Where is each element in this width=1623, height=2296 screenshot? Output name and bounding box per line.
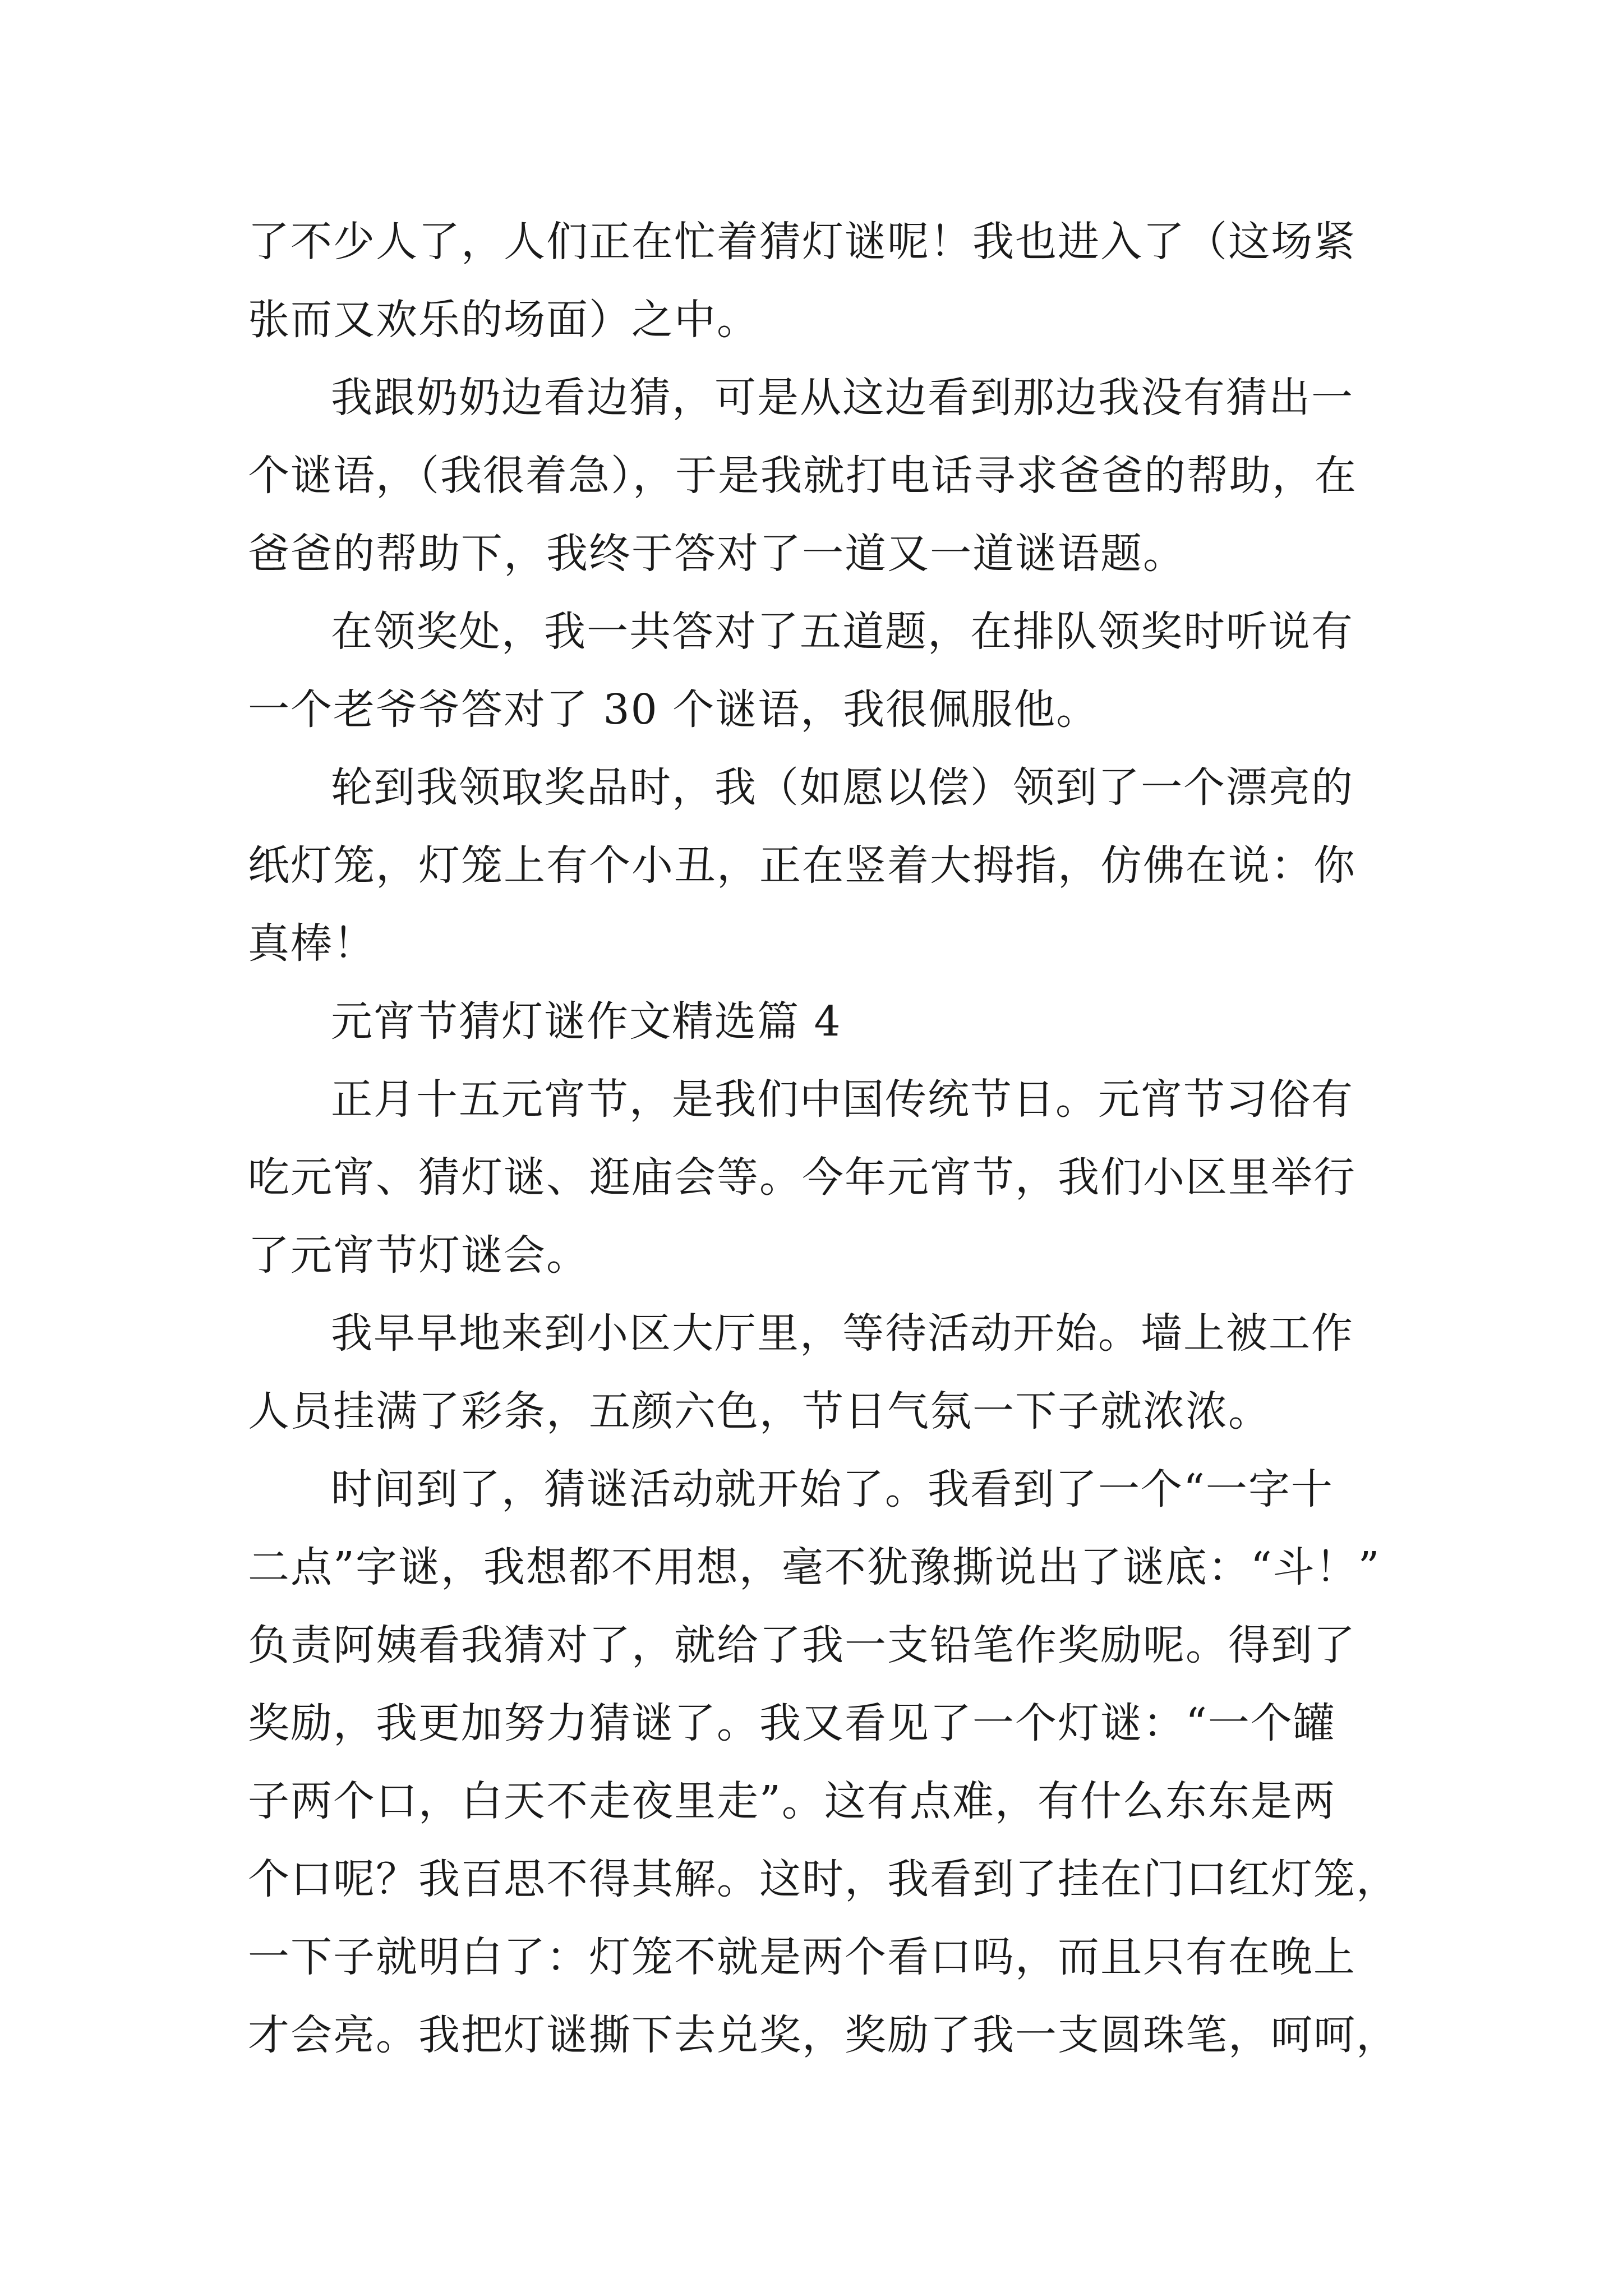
text-line: 二点”字谜，我想都不用想，毫不犹豫撕说出了谜底：“斗！”	[248, 1543, 1381, 1591]
text-line: 真棒！	[248, 919, 376, 968]
text-line: 了元宵节灯谜会。	[248, 1231, 589, 1280]
text-line: 纸灯笼，灯笼上有个小丑，正在竖着大拇指，仿佛在说：你	[248, 841, 1356, 890]
text-line: 时间到了，猜谜活动就开始了。我看到了一个“一字十	[331, 1465, 1334, 1513]
text-line: 负责阿姨看我猜对了，就给了我一支铅笔作奖励呢。得到了	[248, 1621, 1356, 1669]
text-line: 子两个口，白天不走夜里走”。这有点难，有什么东东是两	[248, 1777, 1336, 1825]
text-line: 张而又欢乐的场面）之中。	[248, 296, 759, 344]
text-line: 轮到我领取奖品时，我（如愿以偿）领到了一个漂亮的	[331, 763, 1354, 812]
text-line: 我早早地来到小区大厅里，等待活动开始。墙上被工作	[331, 1309, 1354, 1358]
text-line: 个谜语，（我很着急），于是我就打电话寻求爸爸的帮助，在	[248, 452, 1357, 500]
text-line: 才会亮。我把灯谜撕下去兑奖，奖励了我一支圆珠笔，呵呵，	[248, 2011, 1399, 2059]
text-line: 一下子就明白了：灯笼不就是两个看口吗，而且只有在晚上	[248, 1933, 1356, 1981]
text-line: 正月十五元宵节，是我们中国传统节日。元宵节习俗有	[331, 1075, 1354, 1124]
text-line: 吃元宵、猜灯谜、逛庙会等。今年元宵节，我们小区里举行	[248, 1153, 1356, 1202]
text-line: 个口呢？我百思不得其解。这时，我看到了挂在门口红灯笼，	[248, 1855, 1399, 1903]
text-line: 爸爸的帮助下，我终于答对了一道又一道谜语题。	[248, 530, 1186, 578]
text-line: 了不少人了，人们正在忙着猜灯谜呢！我也进入了（这场紧	[248, 218, 1356, 266]
text-line: 奖励，我更加努力猜谜了。我又看见了一个灯谜：“一个罐	[248, 1699, 1336, 1747]
text-line: 人员挂满了彩条，五颜六色，节日气氛一下子就浓浓。	[248, 1387, 1271, 1435]
text-line: 在领奖处，我一共答对了五道题，在排队领奖时听说有	[331, 608, 1354, 656]
text-line: 一个老爷爷答对了 30 个谜语，我很佩服他。	[248, 685, 1099, 734]
text-line: 我跟奶奶边看边猜，可是从这边看到那边我没有猜出一	[331, 374, 1354, 422]
essay-text	[248, 203, 1399, 2074]
section-heading: 元宵节猜灯谜作文精选篇 4	[331, 997, 842, 1046]
